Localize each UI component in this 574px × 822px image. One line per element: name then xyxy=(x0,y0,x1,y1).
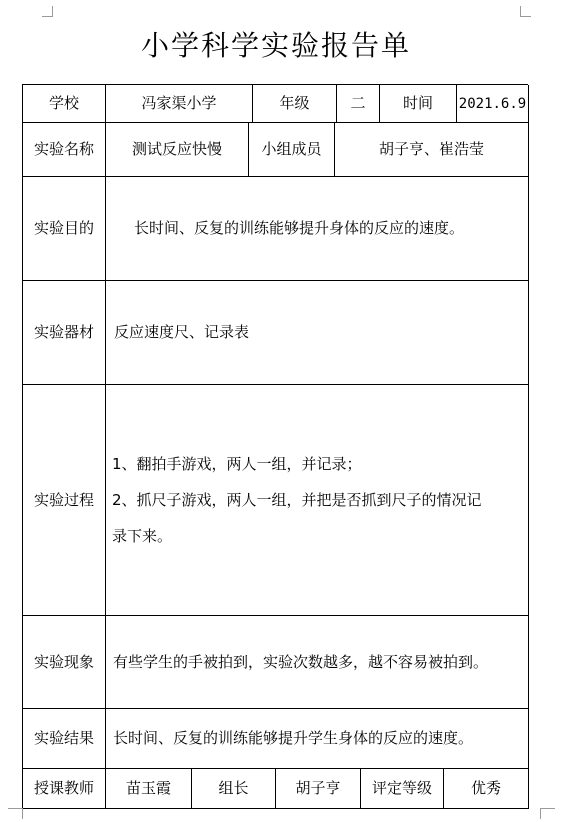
school-value[interactable]: 冯家渠小学 xyxy=(106,85,253,123)
purpose-label: 实验目的 xyxy=(23,177,106,281)
teacher-label: 授课教师 xyxy=(23,769,106,809)
page-title: 小学科学实验报告单 xyxy=(140,29,411,62)
phenomenon-row xyxy=(23,616,529,709)
experiment-name-label: 实验名称 xyxy=(23,123,106,177)
process-step: 录下来。 xyxy=(112,527,173,545)
equipment-label: 实验器材 xyxy=(23,281,106,385)
school-label: 学校 xyxy=(23,85,106,123)
page-corner-mark xyxy=(540,808,555,819)
leader-label: 组长 xyxy=(192,769,276,809)
process-step: 2、抓尺子游戏，两人一组，并把是否抓到尺子的情况记 xyxy=(112,491,482,509)
result-row xyxy=(23,709,529,769)
rating-label: 评定等级 xyxy=(361,769,444,809)
result-value[interactable]: 长时间、反复的训练能够提升学生身体的反应的速度。 xyxy=(106,709,529,769)
process-step: 1、翻拍手游戏，两人一组，并记录； xyxy=(112,455,362,473)
grade-value[interactable]: 二 xyxy=(337,85,380,123)
process-label: 实验过程 xyxy=(23,385,106,616)
page-corner-mark xyxy=(8,808,23,819)
teacher-value[interactable]: 苗玉霞 xyxy=(106,769,192,809)
header-row xyxy=(23,85,529,123)
page-corner-mark xyxy=(520,6,531,17)
time-value[interactable]: 2021.6.9 xyxy=(457,85,529,123)
footer-row xyxy=(23,769,529,809)
purpose-row xyxy=(23,177,529,281)
equipment-value[interactable]: 反应速度尺、记录表 xyxy=(106,281,529,385)
report-table xyxy=(22,84,528,808)
leader-value[interactable]: 胡子亨 xyxy=(276,769,361,809)
purpose-value[interactable]: 长时间、反复的训练能够提升身体的反应的速度。 xyxy=(106,177,529,281)
rating-value[interactable]: 优秀 xyxy=(444,769,529,809)
process-steps xyxy=(112,446,482,554)
experiment-name-value[interactable]: 测试反应快慢 xyxy=(106,123,249,177)
process-row xyxy=(23,385,529,616)
phenomenon-value[interactable]: 有些学生的手被拍到，实验次数越多，越不容易被拍到。 xyxy=(106,616,529,709)
members-label: 小组成员 xyxy=(249,123,335,177)
name-row xyxy=(23,123,529,177)
members-value[interactable]: 胡子亨、崔浩莹 xyxy=(335,123,529,177)
grade-label: 年级 xyxy=(253,85,337,123)
time-label: 时间 xyxy=(380,85,457,123)
phenomenon-label: 实验现象 xyxy=(23,616,106,709)
equipment-row xyxy=(23,281,529,385)
process-value[interactable] xyxy=(106,385,529,616)
page-corner-mark xyxy=(42,6,53,17)
result-label: 实验结果 xyxy=(23,709,106,769)
